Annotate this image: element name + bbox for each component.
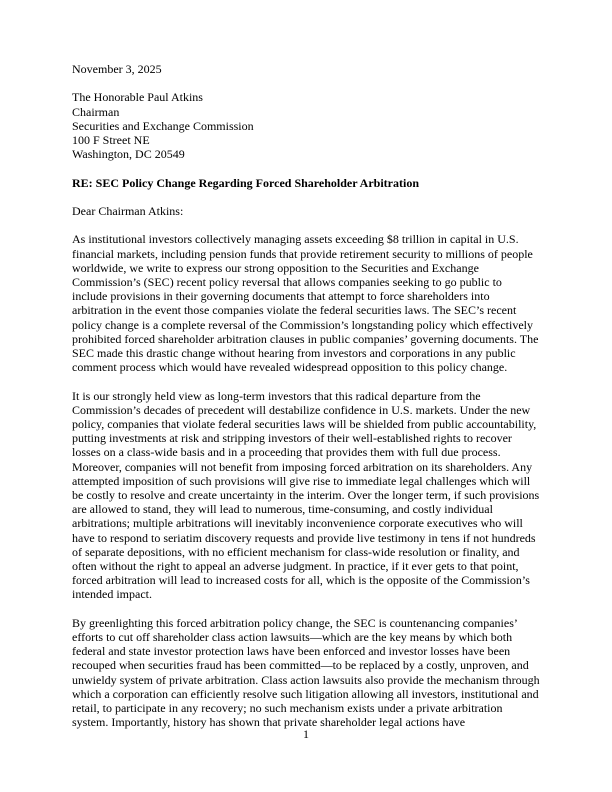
body-paragraph-1: As institutional investors collectively managing assets exceeding $8 trillion in capital in U.S. financial markets, including pension funds that provide retirement security to millions of people worldwide, we write to express our strong opposition to the Securities and Exchange Commission’s (SEC) recent policy reversal that allows companies seeking to go public to include provisions in their governing documents that attempt to force shareholders into arbitration in the event those companies violate the federal securities laws. The SEC’s recent policy change is a complete reversal of the Commission’s longstanding policy which effectively prohibited forced shareholder arbitration clauses in public companies’ governing documents. The SEC made this drastic change without hearing from investors and corporations in any public comment process which would have revealed widespread opposition to this policy change. <box>72 232 539 375</box>
subject-line: RE: SEC Policy Change Regarding Forced Shareholder Arbitration <box>72 175 420 190</box>
recipient-address-block <box>72 90 540 161</box>
recipient-title: Chairman <box>72 104 120 119</box>
recipient-address-line2: Washington, DC 20549 <box>72 147 185 162</box>
recipient-organization: Securities and Exchange Commission <box>72 118 254 133</box>
salutation: Dear Chairman Atkins: <box>72 203 184 218</box>
letter-date: November 3, 2025 <box>72 62 162 76</box>
body-paragraph-3: By greenlighting this forced arbitration policy change, the SEC is countenancing companies’ efforts to cut off shareholder class action lawsuits—which are the key means by which both federal and state investor protection laws have been enforced and investor losses have been recouped when securities fraud has been committed—to be replaced by a costly, unproven, and unwieldy system of private arbitration. Class action lawsuits also provide the mechanism through which a corporation can efficiently resolve such litigation allowing all investors, institutional and retail, to participate in any recovery; no such mechanism exists under a private arbitration system. Importantly, history has shown that private shareholder legal actions have <box>72 615 540 730</box>
recipient-name: The Honorable Paul Atkins <box>72 90 203 105</box>
recipient-address-line1: 100 F Street NE <box>72 133 150 147</box>
page-number: 1 <box>303 727 309 741</box>
letter-content <box>72 62 540 729</box>
body-paragraph-2: It is our strongly held view as long-term investors that this radical departure from the Commission’s decades of precedent will destabilize confidence in U.S. markets. Under the new policy, companies that violate federal securities laws will be shielded from public accountability, putting investments at risk and stripping investors of their well-established rights to recover losses on a class-wide basis and in a proceeding that provides them with full due process. Moreover, companies will not benefit from imposing forced arbitration on its shareholders. Any attempted imposition of such provisions will give rise to immediate legal challenges which will be costly to resolve and create uncertainty in the interim. Over the longer term, if such provisions are allowed to stand, they will lead to numerous, time-consuming, and costly individual arbitrations; multiple arbitrations will inevitably inconvenience corporate executives who will have to respond to seriatim discovery requests and provide live testimony in tens if not hundreds of separate depositions, with no efficient mechanism for class-wide resolution or finality, and often without the right to appeal an adverse judgment. In practice, if it ever gets to that point, forced arbitration will lead to increased costs for all, which is the opposite of the Commission’s intended impact. <box>72 388 540 602</box>
